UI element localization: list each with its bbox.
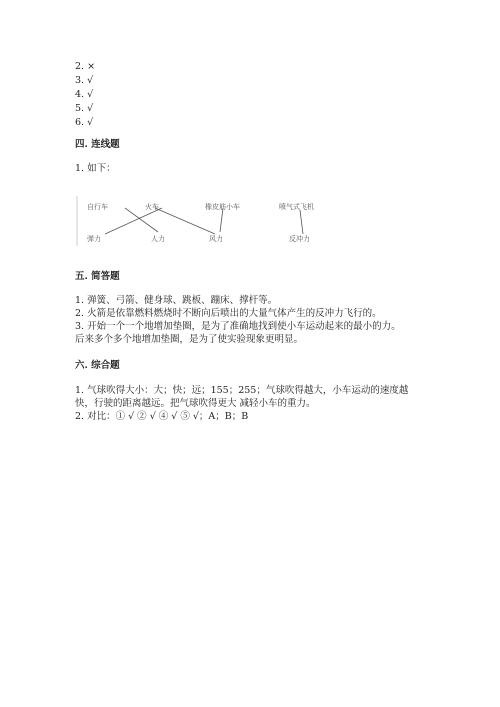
diagram-bottom-label: 风力 [209, 235, 223, 243]
diagram-top-label: 橡皮筋小车 [205, 203, 240, 211]
answer-line: 3. 开始一个一个地增加垫圈，是为了准确地找到使小车运动起来的最小的力。 [75, 321, 401, 332]
answer-line: 6. √ [75, 117, 94, 128]
diagram-bottom-label: 人力 [151, 235, 165, 243]
answer-line: 1. 气球吹得大小：大；快；远；155；255；气球吹得越大，小车运动的速度越 [75, 385, 409, 396]
matching-lines [75, 194, 405, 250]
section-heading: 四. 连线题 [75, 139, 120, 150]
answer-line: 5. √ [75, 103, 94, 114]
connect-line [300, 210, 303, 234]
answer-line: 3. √ [75, 75, 94, 86]
answer-line: 2. 对比：① √ ② √ ④ √ ⑤ √；A；B；B [75, 411, 249, 422]
matching-diagram [75, 194, 405, 250]
answer-line: 4. √ [75, 89, 94, 100]
question-line: 1. 如下： [75, 163, 116, 174]
answer-line: 快，行驶的距离越远。把气球吹得更大 减轻小车的重力。 [75, 398, 316, 409]
section-heading: 六. 综合题 [75, 360, 120, 371]
diagram-top-label: 火车 [145, 203, 159, 211]
section-heading: 五. 简答题 [75, 271, 120, 282]
diagram-top-label: 喷气式飞机 [279, 203, 314, 211]
diagram-bottom-label: 弹力 [87, 235, 101, 243]
diagram-top-label: 自行车 [87, 203, 108, 211]
answer-line: 2. 火箭是依靠燃料燃烧时不断向后喷出的大量气体产生的反冲力飞行的。 [75, 308, 382, 319]
answer-line: 后来多个多个地增加垫圈，是为了使实验现象更明显。 [75, 334, 304, 345]
diagram-bottom-label: 反冲力 [289, 235, 310, 243]
answer-line: 1. 弹簧、弓箭、健身球、跳板、蹦床、撑杆等。 [75, 295, 278, 306]
answer-line: 2. × [75, 61, 96, 72]
